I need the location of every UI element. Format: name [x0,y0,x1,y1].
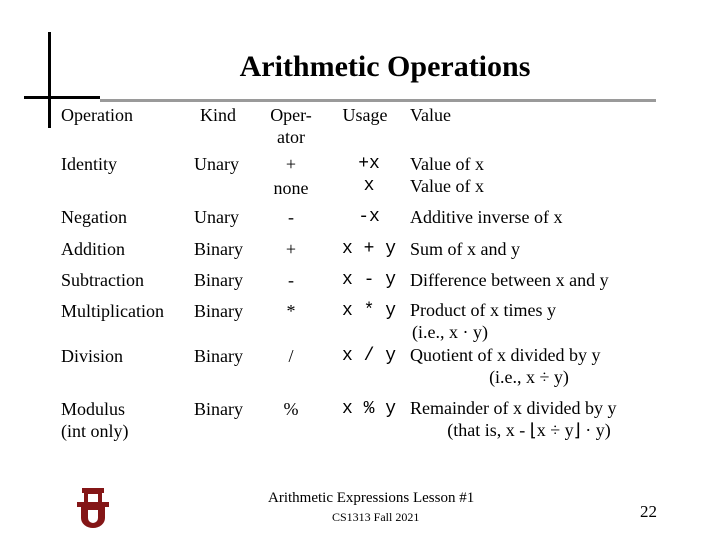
row-subtraction-usage: x - y [341,270,396,290]
row-division-operator: / [288,346,294,366]
row-modulus-operator: % [283,399,299,419]
row-negation-operator: - [288,207,294,227]
header-operation: Operation [61,105,133,125]
row-modulus-value-2: (that is, x - ⌊x ÷ y⌋ · y) [447,420,611,440]
row-identity-usage [330,153,408,197]
row-addition-value: Sum of x and y [410,239,520,259]
row-subtraction-operation: Subtraction [61,270,144,290]
row-multiplication-operator: * [286,301,296,321]
title-underline [100,99,656,102]
row-modulus-usage: x % y [341,399,396,419]
row-modulus-operation-1: Modulus [61,399,126,419]
header-operator-line2: ator [277,127,305,147]
row-identity-usage-1: +x [358,154,380,174]
row-division-kind: Binary [194,346,243,366]
row-negation-value: Additive inverse of x [410,207,563,227]
row-negation-operation: Negation [61,207,127,227]
row-negation-kind: Unary [194,207,239,227]
row-division-value-1: Quotient of x divided by y [410,345,601,365]
row-modulus-operation-2: (int only) [61,421,129,441]
row-addition-operation: Addition [61,239,126,259]
row-division-usage: x / y [341,346,396,366]
row-multiplication-value-2: (i.e., x · y) [412,322,488,342]
row-modulus-value [410,397,648,441]
row-modulus-value-1: Remainder of x divided by y [410,398,617,418]
header-usage: Usage [342,105,388,125]
row-identity-operation: Identity [61,154,117,174]
header-kind: Kind [200,105,236,125]
row-multiplication-value-1: Product of x times y [410,300,556,320]
row-subtraction-operator: - [288,270,294,290]
row-modulus-kind: Binary [194,399,243,419]
decorative-horizontal-line [24,96,100,99]
row-division-operation: Division [61,346,124,366]
ou-logo-icon [76,486,110,528]
row-identity-value [410,153,484,197]
row-identity-kind: Unary [194,154,239,174]
row-identity-value-1: Value of x [410,154,484,174]
row-subtraction-kind: Binary [194,270,243,290]
row-modulus-operation [61,398,129,442]
row-identity-value-2: Value of x [410,176,484,196]
slide-title: Arithmetic Operations [239,50,531,83]
footer-course: CS1313 Fall 2021 [332,510,420,524]
header-operator [258,104,324,148]
row-subtraction-value: Difference between x and y [410,270,609,290]
row-multiplication-kind: Binary [194,301,243,321]
row-identity-operator-1: + [285,154,297,174]
page-number: 22 [640,502,657,521]
row-multiplication-usage: x * y [341,301,396,321]
row-identity-usage-2: x [363,176,375,196]
row-negation-usage: -x [358,207,380,227]
row-identity-operator-2: none [273,178,309,198]
row-addition-kind: Binary [194,239,243,259]
row-addition-operator: + [285,239,297,259]
header-operator-line1: Oper- [270,105,312,125]
footer-lesson: Arithmetic Expressions Lesson #1 [268,490,475,506]
row-multiplication-value [410,299,556,343]
row-addition-usage: x + y [341,239,396,259]
row-division-value [410,344,648,388]
row-multiplication-operation: Multiplication [61,301,164,321]
header-value: Value [410,105,451,125]
row-division-value-2: (i.e., x ÷ y) [489,367,569,387]
row-identity-operator [258,153,324,199]
